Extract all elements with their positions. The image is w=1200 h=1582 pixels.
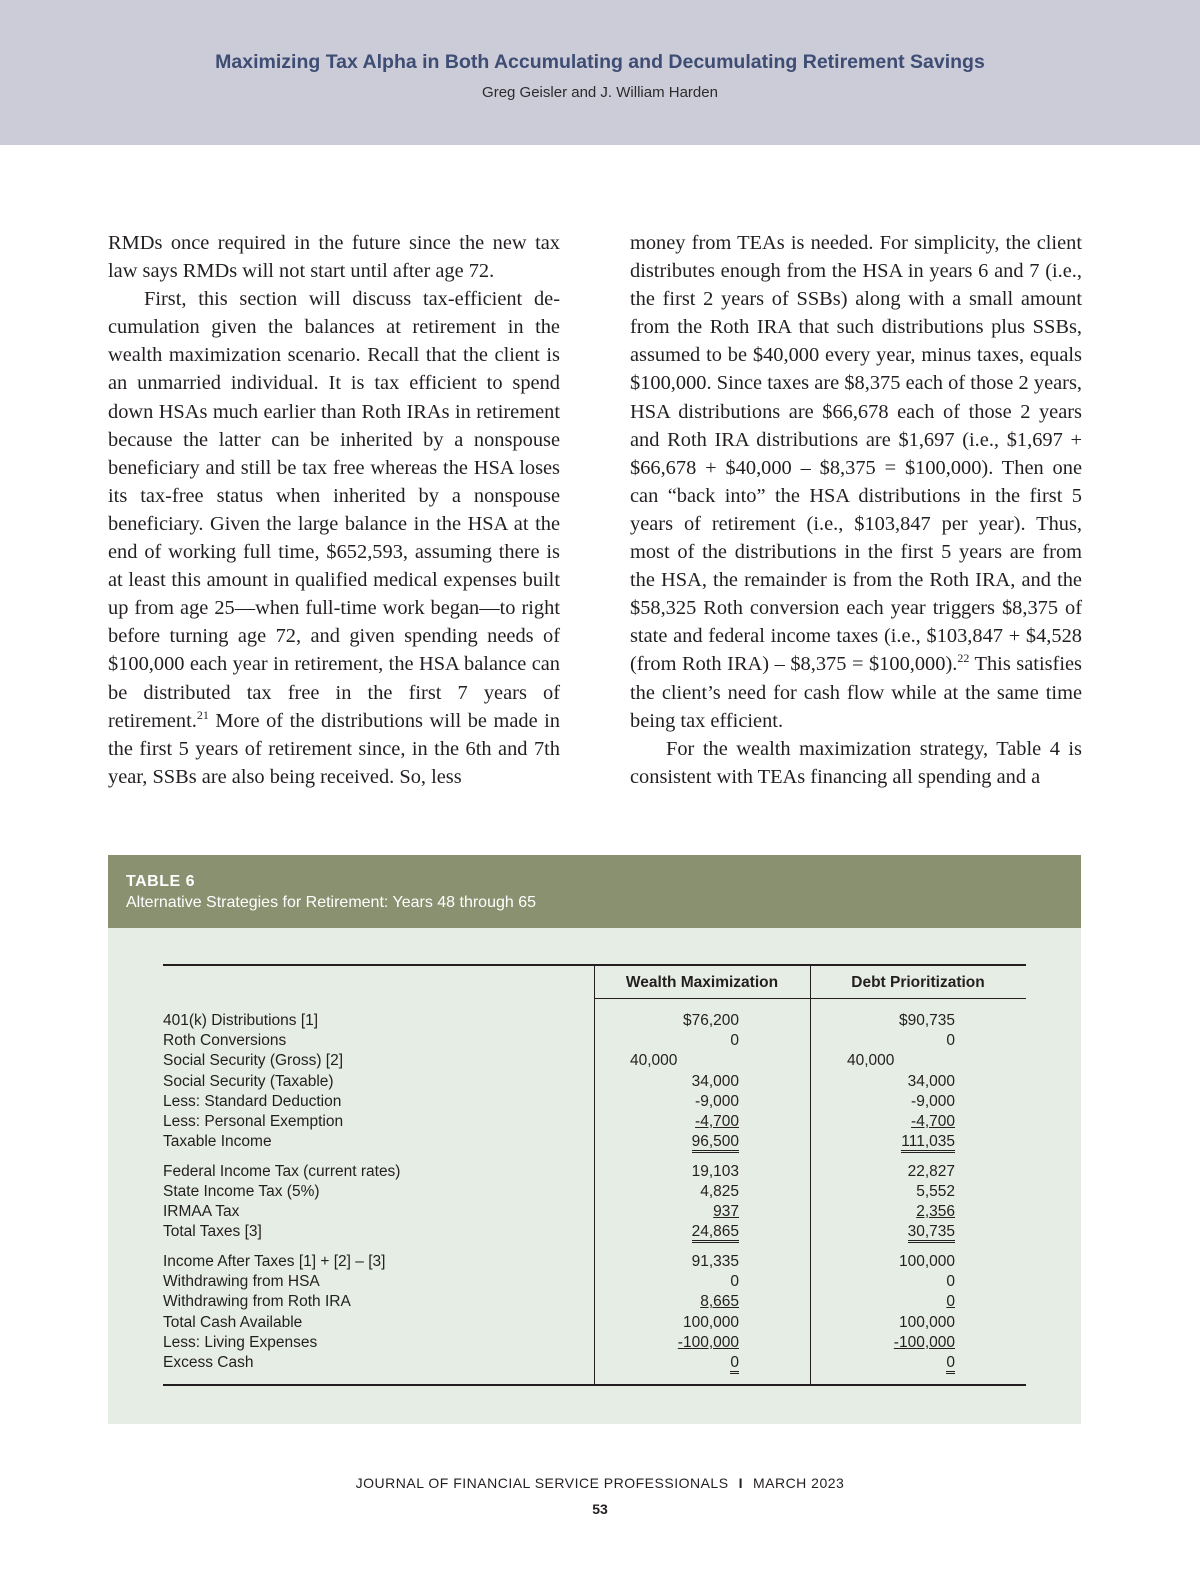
cell-debt bbox=[809, 1163, 955, 1181]
cell-value: 100,000 bbox=[898, 1313, 955, 1331]
cell-debt bbox=[847, 1052, 894, 1070]
paragraph-text: First, this section will discuss tax-efficient decumulation given the balances at retirement in the wealth maximization scenario. Recall that the client is an unmarried individual. It is tax efficient to spend down HSAs much earlier than Roth IRAs in retirement because the latter can be inherited by a nonspouse beneficiary and still be tax free whereas the HSA loses its tax-free status when inherited by a nonspouse beneficiary. Given the large balance in the HSA at the end of working full time, $652,593, assuming there is at least this amount in qualified medical expenses built up from age 25—when full-time work began—to right before turning age 72, and given spending needs of $100,000 each year in retirement, the HSA balance can be distributed tax free in the first 7 years of retirement. bbox=[108, 288, 560, 732]
cell-debt bbox=[809, 1183, 955, 1201]
paragraph-text: RMDs once required in the future since the new tax law says RMDs will not start until after age 72. bbox=[108, 232, 560, 283]
cell-wealth bbox=[594, 1093, 739, 1111]
cell-value: 100,000 bbox=[682, 1313, 739, 1331]
journal-name: JOURNAL OF FINANCIAL SERVICE PROFESSIONALS bbox=[355, 1475, 729, 1491]
cell-value: 91,335 bbox=[691, 1253, 739, 1271]
cell-value: -100,000 bbox=[893, 1333, 955, 1351]
table-header-bar bbox=[108, 855, 1081, 928]
cell-value: 34,000 bbox=[907, 1072, 955, 1090]
paragraph-text: For the wealth maximization strategy, Table 4 is consistent with TEAs financing all spending and a bbox=[630, 737, 1082, 788]
cell-debt bbox=[809, 1293, 955, 1311]
table-6 bbox=[108, 855, 1081, 1424]
row-label: Withdrawing from HSA bbox=[163, 1273, 320, 1291]
footer-separator: I bbox=[738, 1475, 743, 1491]
table-row bbox=[163, 1012, 1026, 1032]
cell-debt bbox=[809, 1012, 955, 1030]
cell-wealth bbox=[594, 1293, 739, 1311]
row-label: Federal Income Tax (current rates) bbox=[163, 1162, 401, 1180]
table-row bbox=[163, 1052, 1026, 1072]
cell-value: 0 bbox=[946, 1354, 955, 1374]
issue-date: MARCH 2023 bbox=[752, 1475, 845, 1491]
table-row bbox=[163, 1334, 1026, 1354]
header-rule bbox=[594, 998, 1026, 999]
cell-wealth bbox=[594, 1354, 739, 1374]
running-header bbox=[0, 0, 1200, 145]
cell-value: 30,735 bbox=[908, 1223, 955, 1243]
row-label: Total Cash Available bbox=[163, 1313, 303, 1331]
table-row bbox=[163, 1163, 1026, 1183]
row-label: Social Security (Gross) [2] bbox=[163, 1052, 344, 1070]
cell-value: 2,356 bbox=[916, 1203, 955, 1221]
cell-value: -4,700 bbox=[911, 1112, 955, 1130]
cell-value: 100,000 bbox=[898, 1253, 955, 1271]
paragraph bbox=[630, 229, 1082, 735]
table-caption: Alternative Strategies for Retirement: Years 48 through 65 bbox=[126, 894, 537, 911]
paragraph bbox=[108, 285, 560, 791]
cell-value: 0 bbox=[730, 1354, 739, 1374]
cell-value: -100,000 bbox=[677, 1333, 739, 1351]
cell-value: 0 bbox=[730, 1032, 739, 1050]
cell-value: 0 bbox=[946, 1032, 955, 1050]
table-row bbox=[163, 1093, 1026, 1113]
cell-wealth bbox=[594, 1113, 739, 1131]
cell-value: 22,827 bbox=[907, 1162, 955, 1180]
cell-value: 34,000 bbox=[691, 1072, 739, 1090]
table-row bbox=[163, 1223, 1026, 1243]
cell-debt bbox=[809, 1032, 955, 1050]
cell-debt bbox=[809, 1203, 955, 1221]
cell-value: 96,500 bbox=[692, 1133, 739, 1153]
table-row bbox=[163, 1133, 1026, 1153]
cell-debt bbox=[809, 1253, 955, 1271]
cell-wealth bbox=[594, 1203, 739, 1221]
row-label: 401(k) Distributions [1] bbox=[163, 1012, 319, 1029]
row-label: Income After Taxes [1] + [2] – [3] bbox=[163, 1253, 386, 1271]
paragraph-text: More of the distributions will be made in the first 5 years of retirement since, in the 6th and 7th year, SSBs are also being received. So, less bbox=[108, 709, 560, 788]
cell-wealth bbox=[594, 1314, 739, 1332]
cell-value: $76,200 bbox=[682, 1012, 739, 1029]
cell-value: 4,825 bbox=[700, 1183, 739, 1200]
table-row bbox=[163, 1183, 1026, 1203]
cell-value: -4,700 bbox=[695, 1112, 739, 1130]
row-label: State Income Tax (5%) bbox=[163, 1183, 320, 1200]
row-label: Excess Cash bbox=[163, 1354, 254, 1371]
cell-wealth bbox=[594, 1012, 739, 1030]
cell-wealth bbox=[594, 1073, 739, 1091]
table-grid bbox=[163, 964, 1026, 1386]
cell-value: $90,735 bbox=[898, 1012, 955, 1029]
cell-value: -9,000 bbox=[911, 1092, 955, 1110]
row-label: Total Taxes [3] bbox=[163, 1223, 262, 1241]
cell-debt bbox=[809, 1113, 955, 1131]
paragraph bbox=[630, 735, 1082, 791]
page-number: 53 bbox=[592, 1501, 608, 1517]
cell-wealth bbox=[594, 1133, 739, 1153]
cell-value: 937 bbox=[713, 1203, 739, 1221]
row-label: Less: Standard Deduction bbox=[163, 1092, 342, 1110]
row-label: IRMAA Tax bbox=[163, 1203, 240, 1221]
cell-debt bbox=[809, 1073, 955, 1091]
cell-value: 5,552 bbox=[916, 1183, 955, 1200]
cell-debt bbox=[809, 1273, 955, 1291]
row-label: Social Security (Taxable) bbox=[163, 1072, 334, 1090]
cell-value: 111,035 bbox=[901, 1133, 955, 1153]
cell-debt bbox=[809, 1334, 955, 1352]
cell-wealth bbox=[594, 1223, 739, 1243]
cell-wealth bbox=[594, 1032, 739, 1050]
row-label: Less: Personal Exemption bbox=[163, 1112, 344, 1130]
row-label: Less: Living Expenses bbox=[163, 1333, 318, 1351]
table-label: TABLE 6 bbox=[126, 873, 195, 890]
cell-value: 0 bbox=[730, 1273, 739, 1291]
cell-value: 8,665 bbox=[700, 1293, 739, 1311]
cell-value: 0 bbox=[946, 1273, 955, 1291]
table-row bbox=[163, 1354, 1026, 1374]
column-header-debt: Debt Prioritization bbox=[851, 974, 985, 991]
page-footer bbox=[0, 1475, 1200, 1491]
table-row bbox=[163, 1253, 1026, 1273]
table-body bbox=[163, 1012, 1026, 1374]
cell-debt bbox=[809, 1133, 955, 1153]
cell-debt bbox=[809, 1314, 955, 1332]
cell-wealth bbox=[630, 1052, 677, 1070]
cell-wealth bbox=[594, 1163, 739, 1181]
body-column-right bbox=[630, 229, 1082, 791]
footnote-ref[interactable]: 22 bbox=[957, 651, 970, 666]
table-row bbox=[163, 1273, 1026, 1293]
body-column-left bbox=[108, 229, 560, 791]
article-authors: Greg Geisler and J. William Harden bbox=[482, 84, 718, 101]
cell-wealth bbox=[594, 1253, 739, 1271]
table-row bbox=[163, 1073, 1026, 1093]
table-row bbox=[163, 1293, 1026, 1313]
cell-value: 24,865 bbox=[692, 1223, 739, 1243]
row-label: Roth Conversions bbox=[163, 1032, 287, 1050]
article-title: Maximizing Tax Alpha in Both Accumulating and Decumulating Retirement Savings bbox=[215, 51, 985, 73]
paragraph-text: This satisfies the client’s need for cash flow while at the same time being tax efficient. bbox=[630, 653, 1082, 732]
row-label: Taxable Income bbox=[163, 1133, 272, 1151]
table-row bbox=[163, 1113, 1026, 1133]
cell-debt bbox=[809, 1354, 955, 1374]
cell-value: 40,000 bbox=[630, 1052, 678, 1070]
cell-debt bbox=[809, 1223, 955, 1243]
table-row bbox=[163, 1032, 1026, 1052]
footnote-ref[interactable]: 21 bbox=[196, 707, 209, 722]
paragraph bbox=[108, 229, 560, 285]
cell-wealth bbox=[594, 1273, 739, 1291]
cell-value: 0 bbox=[946, 1293, 955, 1311]
cell-wealth bbox=[594, 1334, 739, 1352]
row-label: Withdrawing from Roth IRA bbox=[163, 1293, 351, 1311]
cell-wealth bbox=[594, 1183, 739, 1201]
cell-value: 40,000 bbox=[847, 1052, 895, 1070]
table-row bbox=[163, 1314, 1026, 1334]
paragraph-text: money from TEAs is needed. For simplicity, the client distributes enough from the HSA in years 6 and 7 (i.e., the first 2 years of SSBs) along with a small amount from the Roth IRA that such distributions plus SSBs, assumed to be $40,000 every year, minus taxes, equals $100,000. Since taxes are $8,375 each of those 2 years, HSA distributions are $66,678 each of those 2 years and Roth IRA distributions are $1,697 (i.e., $1,697 + $66,678 + $40,000 – $8,375 = $100,000). Then one can “back into” the HSA distributions in the first 5 years of retirement (i.e., $103,847 per year). Thus, most of the distributions in the first 5 years are from the HSA, the remainder is from the Roth IRA, and the $58,325 Roth conversion each year triggers $8,375 of state and federal income taxes (i.e., $103,847 + $4,528 (from Roth IRA) – $8,375 = $100,000). bbox=[630, 232, 1082, 676]
cell-debt bbox=[809, 1093, 955, 1111]
cell-value: 19,103 bbox=[691, 1162, 739, 1180]
column-header-wealth: Wealth Maximization bbox=[625, 974, 779, 991]
cell-value: -9,000 bbox=[695, 1092, 739, 1110]
table-row bbox=[163, 1203, 1026, 1223]
